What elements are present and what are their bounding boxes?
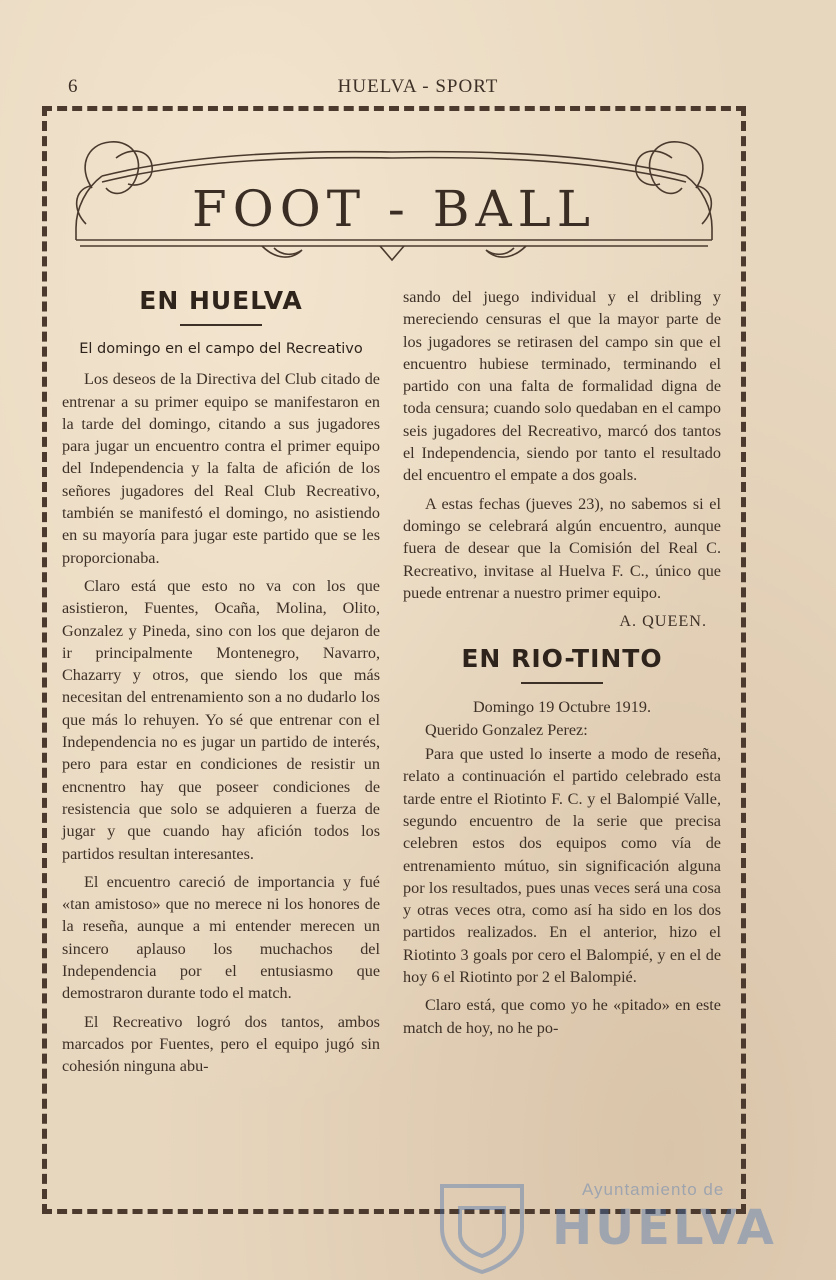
paragraph: Claro está, que como yo he «pitado» en este match de hoy, no he po- (403, 996, 721, 1037)
section-title-en-rio-tinto: EN RIO-TINTO (461, 644, 663, 674)
publication-title: HUELVA - SPORT (337, 76, 499, 97)
letter-salutation: Querido Gonzalez Perez: (425, 720, 588, 739)
article-subtitle: El domingo en el campo del Recreativo (79, 341, 363, 357)
running-head (0, 76, 836, 100)
watermark-line2: HUELVA (552, 1200, 777, 1256)
section-title-en-huelva: EN HUELVA (139, 286, 303, 315)
paragraph: A estas fechas (jueves 23), no sabemos si el domingo se celebrará algún encuentro, aunque fuera de desear que la Comisión del Real C. Recreativo, invitase al Huelva F. C., único que puede entrenar a nuestro primer equipo. (403, 494, 721, 602)
paragraph-continued: sando del juego individual y el dribling y mereciendo censuras el que la mayor parte de los jugadores se retirasen del campo sin que el encuentro hubiese terminado, terminando el partido con una falta de formalidad digna de toda censura; cuando solo quedaban en el campo seis jugadores del Recreativo, marcó dos tantos el Independencia, siendo por tanto el resultado del encuentro el empate a dos goals. (403, 288, 721, 485)
watermark-line1: Ayuntamiento de (582, 1180, 725, 1199)
paragraph: El encuentro careció de importancia y fué «tan amistoso» que no merece ni los honores de la reseña, aunque a mi entender merecen un sincero aplauso los muchachos del Independencia por el entusiasmo que demostraron durante todo el match. (62, 872, 380, 1003)
author-signature: A. QUEEN. (619, 612, 707, 631)
letter-dateline: Domingo 19 Octubre 1919. (472, 698, 652, 717)
banner-title: FOOT - BALL (192, 180, 596, 238)
divider-rule (521, 682, 603, 684)
paragraph: El Recreativo logró dos tantos, ambos marcados por Fuentes, pero el equipo jugó sin cohesión ninguna abu- (62, 1012, 380, 1076)
paragraph: Claro está que esto no va con los que asistieron, Fuentes, Ocaña, Molina, Olito, Gonzalez y Pineda, sino con los que dejaron de ir principalmente Montenegro, Navarro, Chazarry y otros, que siendo los que más necesitan del entrenamiento son a no dudarlo los que más lo rehuyen. Yo sé que entrenar con el Independencia no es jugar un partido de interés, pero para estar en condiciones de resistir un encnentro hay que poseer condiciones de resistencia que solo se adquieren a fuerza de jugar y que cuando hay afición todos los partidos resultan interesantes. (62, 576, 380, 863)
right-column (403, 286, 721, 1045)
page-number: 6 (68, 76, 78, 97)
divider-rule (180, 324, 262, 326)
left-column (62, 286, 380, 1084)
paragraph: Para que usted lo inserte a modo de reseña, relato a continuación el partido celebrado esta tarde entre el Riotinto F. C. y el Balompié Valle, segundo encuentro de la serie que precisa celebren estos dos equipos como vía de entrenamiento mútuo, sin significación alguna por los resultados, pues unas veces será una cosa y otras veces otra, como así ha sido en los dos partidos realizados. En el anterior, hizo el Riotinto 3 goals por cero el Balompié, y en el de hoy 6 el Riotinto por 2 el Balompié. (403, 745, 721, 987)
paragraph: Los deseos de la Directiva del Club citado de entrenar a su primer equipo se manifestaron en la tarde del domingo, citando a sus jugadores para jugar un encuentro contra el primer equipo del Independencia y la falta de afición de los señores jugadores del Real Club Recreativo, también se manifestó el domingo, no asistiendo en su mayoría para jugar este partido que se les proporcionaba. (62, 370, 380, 567)
